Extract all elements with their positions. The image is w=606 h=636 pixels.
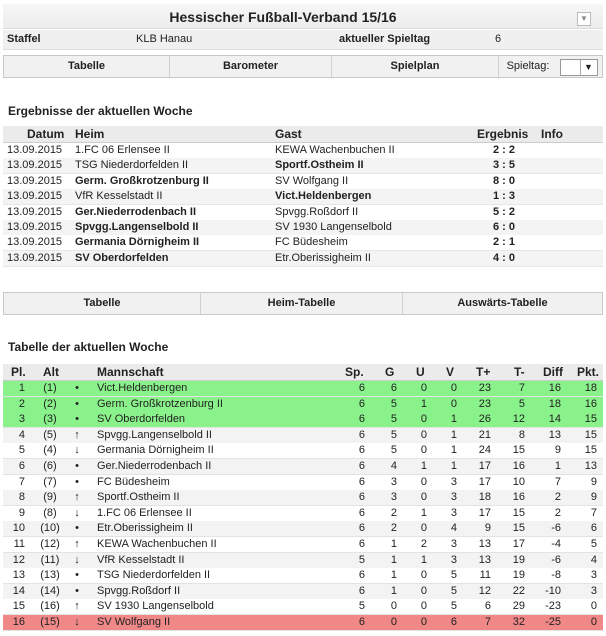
page-title: Hessischer Fußball-Verband 15/16: [169, 9, 397, 25]
standing-won: 5: [390, 428, 397, 441]
standing-points: 13: [584, 460, 597, 472]
standing-trend-icon: •: [75, 397, 79, 410]
col-g: G: [385, 365, 395, 379]
standing-won: 1: [390, 569, 397, 582]
col-datum: Datum: [27, 127, 65, 141]
standing-played: 6: [358, 413, 365, 426]
standing-draw: 1: [420, 397, 427, 410]
standing-draw: 0: [420, 569, 427, 582]
standing-lost: 0: [450, 397, 457, 410]
standing-goals-for: 6: [484, 600, 491, 613]
standing-team: FC Büdesheim: [97, 475, 170, 488]
tab-tabelle[interactable]: Tabelle: [4, 293, 201, 314]
col-pkt: Pkt.: [577, 365, 600, 379]
standing-row[interactable]: [3, 584, 603, 600]
standing-diff: -6: [551, 522, 561, 535]
nav-bar-table: [3, 292, 603, 315]
standing-goals-for: 12: [478, 584, 491, 597]
result-date: 13.09.2015: [7, 205, 63, 218]
standing-goals-for: 23: [478, 382, 491, 394]
standing-place: 16: [12, 616, 25, 628]
standing-points: 9: [590, 475, 597, 488]
standing-played: 6: [358, 397, 365, 410]
standing-lost: 5: [450, 569, 457, 582]
standing-points: 6: [590, 522, 597, 535]
standing-team: Spvgg.Roßdorf II: [97, 584, 181, 597]
standing-trend-icon: ↑: [74, 538, 80, 550]
spieltag-value: 6: [495, 33, 502, 45]
standing-row[interactable]: [3, 537, 603, 553]
standing-team: Germ. Großkrotzenburg II: [97, 397, 223, 410]
standing-row[interactable]: [3, 443, 603, 459]
standing-goals-for: 21: [478, 428, 491, 441]
standing-played: 6: [358, 428, 365, 441]
results-header: [3, 126, 603, 143]
standing-won: 5: [390, 444, 397, 457]
standing-played: 6: [358, 444, 365, 457]
result-score: 5 : 2: [493, 205, 516, 218]
standing-goals-against: 12: [512, 413, 525, 426]
standing-lost: 6: [450, 616, 457, 628]
standing-goals-against: 16: [512, 460, 525, 472]
standing-previous: (3): [43, 413, 57, 426]
standing-played: 6: [358, 491, 365, 504]
result-date: 13.09.2015: [7, 159, 63, 172]
standing-place: 14: [12, 584, 25, 597]
result-score: 8 : 0: [493, 174, 516, 187]
standing-goals-against: 17: [512, 538, 525, 550]
standing-place: 13: [12, 569, 25, 582]
standing-diff: -6: [551, 553, 561, 566]
standing-previous: (7): [43, 475, 57, 488]
standing-won: 0: [390, 616, 397, 628]
standing-previous: (8): [43, 506, 57, 519]
standing-goals-for: 23: [478, 397, 491, 410]
standing-points: 16: [584, 397, 597, 410]
result-date: 13.09.2015: [7, 221, 63, 233]
standing-row[interactable]: [3, 490, 603, 506]
standing-trend-icon: •: [75, 382, 79, 394]
col-pl: Pl.: [11, 365, 26, 379]
result-row[interactable]: [3, 158, 603, 174]
standing-goals-against: 29: [512, 600, 525, 613]
standing-row[interactable]: [3, 599, 603, 615]
result-home-team: Ger.Niederrodenbach II: [75, 205, 197, 218]
standing-lost: 3: [450, 538, 457, 550]
standing-draw: 0: [420, 428, 427, 441]
result-score: 2 : 1: [493, 236, 516, 249]
standing-team: Vict.Heldenbergen: [97, 382, 188, 394]
standing-played: 6: [358, 460, 365, 472]
standing-trend-icon: ↓: [74, 553, 80, 566]
standing-won: 2: [390, 506, 397, 519]
result-away-team: SV 1930 Langenselbold: [275, 221, 392, 233]
standing-team: Etr.Oberissigheim II: [97, 522, 193, 535]
standing-place: 5: [18, 444, 25, 457]
result-row[interactable]: [3, 220, 603, 236]
result-away-team: Spvgg.Roßdorf II: [275, 205, 359, 218]
result-away-team: KEWA Wachenbuchen II: [275, 144, 395, 156]
standing-points: 0: [590, 600, 597, 613]
staffel-label: Staffel: [7, 33, 41, 45]
standing-won: 0: [390, 600, 397, 613]
standing-lost: 0: [450, 382, 457, 394]
standing-previous: (15): [40, 616, 60, 628]
standing-row[interactable]: [3, 475, 603, 491]
standing-row[interactable]: [3, 506, 603, 522]
standing-place: 12: [12, 553, 25, 566]
standing-played: 6: [358, 475, 365, 488]
result-home-team: VfR Kesselstadt II: [75, 190, 163, 203]
result-away-team: Sportf.Ostheim II: [275, 159, 364, 172]
standing-won: 2: [390, 522, 397, 535]
tab-auswaerts-tabelle[interactable]: Auswärts-Tabelle: [457, 297, 548, 309]
standing-previous: (16): [40, 600, 60, 613]
standing-team: Germania Dörnigheim II: [97, 444, 214, 457]
standing-goals-for: 13: [478, 553, 491, 566]
result-date: 13.09.2015: [7, 144, 63, 156]
collapse-icon[interactable]: ▼: [577, 12, 591, 26]
standing-played: 6: [358, 538, 365, 550]
result-away-team: Vict.Heldenbergen: [275, 190, 372, 203]
standing-previous: (1): [43, 382, 57, 394]
col-tminus: T-: [514, 365, 525, 379]
standing-lost: 1: [450, 428, 457, 441]
standing-lost: 5: [450, 600, 457, 613]
standing-trend-icon: ↑: [74, 428, 80, 441]
standing-played: 5: [358, 600, 365, 613]
standing-draw: 0: [420, 475, 427, 488]
spieltag-select-label: Spieltag:: [506, 60, 550, 72]
standing-trend-icon: •: [75, 522, 79, 535]
standing-trend-icon: •: [75, 569, 79, 582]
result-score: 1 : 3: [493, 190, 516, 203]
standing-points: 5: [590, 538, 597, 550]
standing-won: 3: [390, 475, 397, 488]
standing-goals-for: 17: [478, 506, 491, 519]
standings-header: [3, 364, 603, 381]
standing-row[interactable]: [3, 459, 603, 475]
standing-goals-against: 15: [512, 506, 525, 519]
nav-barometer-button[interactable]: Barometer: [170, 56, 332, 77]
standing-diff: -23: [545, 600, 561, 613]
standing-draw: 0: [420, 616, 427, 628]
standing-diff: -10: [545, 584, 561, 597]
standing-place: 10: [12, 522, 25, 535]
result-row[interactable]: [3, 205, 603, 221]
standing-place: 15: [12, 600, 25, 613]
standing-points: 9: [590, 491, 597, 504]
standing-goals-for: 17: [478, 460, 491, 472]
standing-played: 5: [358, 553, 365, 566]
standing-draw: 1: [420, 506, 427, 519]
col-info: Info: [541, 127, 563, 141]
standing-diff: 2: [554, 506, 561, 519]
col-u: U: [416, 365, 425, 379]
standing-place: 8: [18, 491, 25, 504]
standing-diff: -4: [551, 538, 561, 550]
standing-team: TSG Niederdorfelden II: [97, 569, 211, 582]
standing-place: 1: [18, 382, 25, 394]
standing-won: 1: [390, 538, 397, 550]
result-home-team: Germ. Großkrotzenburg II: [75, 174, 209, 187]
standing-lost: 5: [450, 584, 457, 597]
standing-played: 6: [358, 569, 365, 582]
standing-points: 4: [590, 553, 597, 566]
standing-goals-against: 5: [518, 397, 525, 410]
standing-place: 9: [18, 506, 25, 519]
standing-played: 6: [358, 382, 365, 394]
standing-draw: 0: [420, 491, 427, 504]
standing-points: 15: [584, 428, 597, 441]
result-away-team: FC Büdesheim: [275, 236, 348, 249]
standing-place: 2: [18, 397, 25, 410]
standing-team: Spvgg.Langenselbold II: [97, 428, 212, 441]
result-score: 6 : 0: [493, 221, 516, 233]
standing-team: SV Wolfgang II: [97, 616, 171, 628]
standing-team: 1.FC 06 Erlensee II: [97, 506, 192, 519]
result-home-team: 1.FC 06 Erlensee II: [75, 144, 170, 156]
result-date: 13.09.2015: [7, 190, 63, 203]
standing-team: KEWA Wachenbuchen II: [97, 538, 217, 550]
standing-diff: 7: [554, 475, 561, 488]
result-away-team: SV Wolfgang II: [275, 174, 349, 187]
standing-points: 3: [590, 584, 597, 597]
col-heim: Heim: [75, 127, 105, 141]
standing-draw: 0: [420, 382, 427, 394]
col-mannschaft: Mannschaft: [97, 365, 164, 379]
standing-place: 6: [18, 460, 25, 472]
col-v: V: [446, 365, 455, 379]
col-tplus: T+: [476, 365, 491, 379]
standing-goals-for: 13: [478, 538, 491, 550]
standing-diff: 9: [554, 444, 561, 457]
result-home-team: Spvgg.Langenselbold II: [75, 221, 199, 233]
standing-goals-for: 26: [478, 413, 491, 426]
standing-diff: 1: [554, 460, 561, 472]
result-home-team: TSG Niederdorfelden II: [75, 159, 189, 172]
standing-trend-icon: •: [75, 584, 79, 597]
result-row[interactable]: [3, 251, 603, 267]
standing-team: SV 1930 Langenselbold: [97, 600, 214, 613]
chevron-down-icon: ▼: [580, 60, 596, 75]
standing-place: 4: [18, 428, 25, 441]
standing-played: 6: [358, 506, 365, 519]
result-date: 13.09.2015: [7, 251, 63, 264]
standing-row[interactable]: [3, 568, 603, 584]
standing-draw: 0: [420, 600, 427, 613]
title-bar: [3, 4, 603, 29]
standing-draw: 0: [420, 522, 427, 535]
standing-previous: (11): [40, 553, 60, 566]
standing-diff: 18: [548, 397, 561, 410]
standing-team: VfR Kesselstadt II: [97, 553, 185, 566]
result-home-team: Germania Dörnigheim II: [75, 236, 200, 249]
standing-points: 7: [590, 506, 597, 519]
standing-won: 3: [390, 491, 397, 504]
result-home-team: SV Oberdorfelden: [75, 251, 169, 264]
standing-goals-against: 22: [512, 584, 525, 597]
standing-diff: 16: [548, 382, 561, 394]
standing-points: 15: [584, 413, 597, 426]
standing-goals-against: 19: [512, 569, 525, 582]
standing-draw: 0: [420, 413, 427, 426]
standing-diff: -25: [545, 616, 561, 628]
standing-goals-against: 32: [512, 616, 525, 628]
standing-place: 3: [18, 413, 25, 426]
standing-draw: 0: [420, 444, 427, 457]
standing-previous: (12): [40, 538, 60, 550]
standing-previous: (9): [43, 491, 57, 504]
standing-previous: (2): [43, 397, 57, 410]
standing-played: 6: [358, 522, 365, 535]
standing-lost: 1: [450, 413, 457, 426]
col-sp: Sp.: [345, 365, 364, 379]
standing-row[interactable]: [3, 521, 603, 537]
standing-previous: (10): [40, 522, 60, 535]
standing-goals-against: 19: [512, 553, 525, 566]
standing-goals-against: 15: [512, 522, 525, 535]
standing-goals-for: 9: [484, 522, 491, 535]
standing-draw: 0: [420, 584, 427, 597]
standing-row[interactable]: [3, 553, 603, 569]
result-row[interactable]: [3, 235, 603, 251]
nav-spielplan-button[interactable]: Spielplan: [332, 56, 499, 77]
standing-draw: 1: [420, 553, 427, 566]
standing-won: 6: [390, 382, 397, 394]
standing-trend-icon: ↑: [74, 491, 80, 504]
standing-points: 0: [590, 616, 597, 628]
standing-row[interactable]: [3, 397, 603, 413]
standing-team: Ger.Niederrodenbach II: [97, 460, 212, 472]
result-score: 3 : 5: [493, 159, 516, 172]
result-away-team: Etr.Oberissigheim II: [275, 251, 371, 264]
standing-goals-for: 24: [478, 444, 491, 457]
result-row[interactable]: [3, 143, 603, 159]
standing-trend-icon: ↓: [74, 506, 80, 519]
standing-previous: (13): [40, 569, 60, 582]
staffel-value: KLB Hanau: [136, 33, 193, 45]
standing-won: 1: [390, 584, 397, 597]
standing-draw: 1: [420, 460, 427, 472]
standing-lost: 3: [450, 491, 457, 504]
standing-lost: 3: [450, 553, 457, 566]
standing-trend-icon: •: [75, 475, 79, 488]
standing-team: SV Oberdorfelden: [97, 413, 186, 426]
standing-played: 6: [358, 616, 365, 628]
col-gast: Gast: [275, 127, 302, 141]
standing-goals-for: 11: [479, 569, 491, 582]
standing-row[interactable]: [3, 615, 603, 631]
standing-previous: (4): [43, 444, 57, 457]
standing-diff: -8: [551, 569, 561, 582]
standing-won: 5: [390, 397, 397, 410]
standing-goals-against: 8: [518, 428, 525, 441]
standing-goals-for: 18: [478, 491, 491, 504]
standing-row[interactable]: [3, 412, 603, 428]
standing-won: 4: [390, 460, 397, 472]
standing-goals-against: 15: [512, 444, 525, 457]
standing-goals-against: 16: [512, 491, 525, 504]
standing-trend-icon: ↓: [74, 616, 80, 628]
standing-trend-icon: ↓: [74, 444, 80, 457]
standing-place: 7: [18, 475, 25, 488]
spieltag-label: aktueller Spieltag: [339, 33, 431, 45]
standing-trend-icon: ↑: [74, 600, 80, 613]
standing-won: 5: [390, 413, 397, 426]
standing-lost: 3: [450, 506, 457, 519]
standing-points: 18: [584, 382, 597, 394]
standing-points: 15: [584, 444, 597, 457]
result-date: 13.09.2015: [7, 236, 63, 249]
standing-row[interactable]: [3, 381, 603, 397]
standing-points: 3: [590, 569, 597, 582]
col-ergebnis: Ergebnis: [477, 127, 529, 141]
standing-lost: 3: [450, 475, 457, 488]
standing-won: 1: [390, 553, 397, 566]
standing-diff: 13: [548, 428, 561, 441]
result-score: 4 : 0: [493, 251, 516, 264]
standing-goals-for: 7: [484, 616, 491, 628]
nav-tabelle-button[interactable]: Tabelle: [4, 56, 170, 77]
standing-diff: 2: [554, 491, 561, 504]
standing-goals-against: 10: [512, 475, 525, 488]
tab-heim-tabelle[interactable]: Heim-Tabelle: [201, 293, 403, 314]
spieltag-select[interactable]: [560, 59, 598, 76]
standing-trend-icon: •: [75, 460, 79, 472]
standing-previous: (14): [40, 584, 60, 597]
standing-place: 11: [13, 538, 25, 550]
standing-lost: 4: [450, 522, 457, 535]
standing-previous: (6): [43, 460, 57, 472]
standing-lost: 1: [450, 460, 457, 472]
standing-goals-for: 17: [478, 475, 491, 488]
nav-bar-top: [3, 55, 603, 78]
standing-played: 6: [358, 584, 365, 597]
standing-team: Sportf.Ostheim II: [97, 491, 180, 504]
results-title: Ergebnisse der aktuellen Woche: [8, 104, 193, 118]
result-row[interactable]: [3, 189, 603, 205]
result-row[interactable]: [3, 174, 603, 190]
col-alt: Alt: [43, 365, 59, 379]
standing-previous: (5): [43, 428, 57, 441]
result-date: 13.09.2015: [7, 174, 63, 187]
col-diff: Diff: [543, 365, 563, 379]
standing-goals-against: 7: [518, 382, 525, 394]
standing-trend-icon: •: [75, 413, 79, 426]
result-score: 2 : 2: [493, 144, 516, 156]
info-row: [3, 30, 603, 50]
standing-lost: 1: [450, 444, 457, 457]
standing-draw: 2: [420, 538, 427, 550]
standing-row[interactable]: [3, 428, 603, 444]
table-title: Tabelle der aktuellen Woche: [8, 340, 169, 354]
standing-diff: 14: [548, 413, 561, 426]
